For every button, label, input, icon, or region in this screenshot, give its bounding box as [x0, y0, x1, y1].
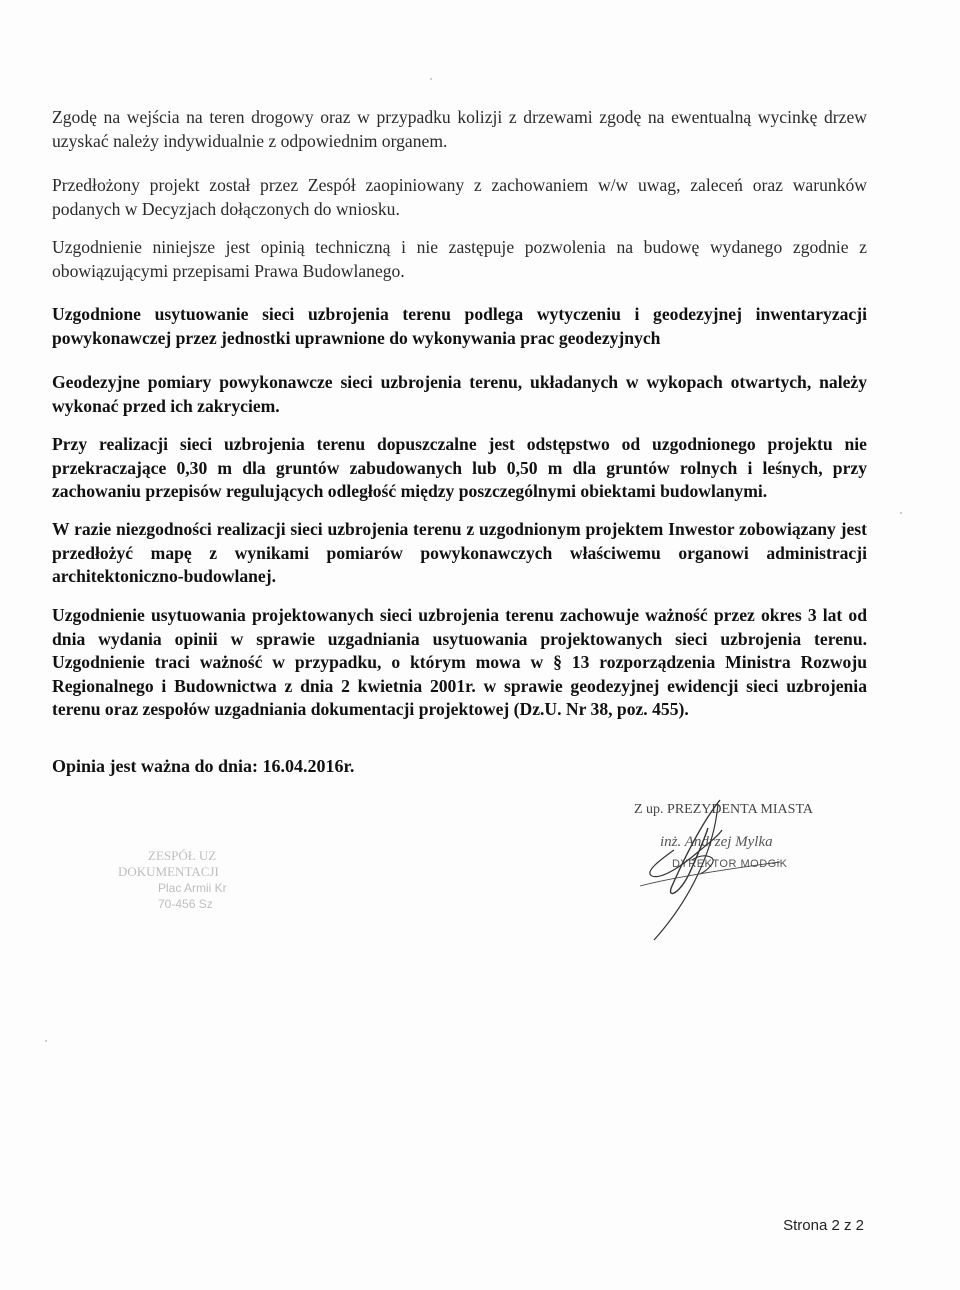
- paragraph-technical-opinion-note: Uzgodnienie niniejsze jest opinią techniczną i nie zastępuje pozwolenia na budowę wydanego zgodnie z obowiązującymi przepisami Prawa Budowlanego.: [52, 237, 867, 281]
- signature-authority-line: Z up. PREZYDENTA MIASTA: [634, 802, 813, 817]
- stamp-line-2: DOKUMENTACJI: [118, 864, 219, 879]
- stamp-line-1: ZESPÓŁ UZ: [148, 848, 217, 863]
- scan-speck: [430, 78, 432, 80]
- handwritten-signature-icon: [600, 790, 850, 970]
- paragraph-allowed-deviation: Przy realizacji sieci uzbrojenia terenu dopuszczalne jest odstępstwo od uzgodnionego projektu nie przekraczające 0,30 m dla gruntów zabudowanych lub 0,50 m dla gruntów rolnych i leśnych, przy zachowaniu przepisów regulujących odległość między poszczególnymi obiektami budowlanymi.: [52, 434, 867, 501]
- stamp-line-4: 70-456 Sz: [158, 897, 213, 911]
- page-number: Strona 2 z 2: [783, 1217, 864, 1234]
- signature-name: inż. Andrzej Mylka: [660, 834, 773, 850]
- paragraph-project-opinion: Przedłożony projekt został przez Zespół zaopiniowany z zachowaniem w/w uwag, zaleceń oraz warunków podanych w Decyzjach dołączonych do wniosku.: [52, 175, 867, 219]
- stamp-line-3: Plac Armii Kr: [158, 881, 227, 895]
- scan-speck: [900, 512, 902, 514]
- office-stamp: [118, 848, 328, 912]
- signature-stamp: [600, 790, 850, 970]
- paragraph-as-built-survey: Geodezyjne pomiary powykonawcze sieci uzbrojenia terenu, układanych w wykopach otwartych, należy wykonać przed ich zakryciem.: [52, 372, 867, 416]
- scan-speck: [45, 1040, 47, 1042]
- paragraph-inconsistency-obligation: W razie niezgodności realizacji sieci uzbrojenia terenu z uzgodnionym projektem Inwestor zobowiązany jest przedłożyć mapę z wynikami pomiarów powykonawczych właściwemu organowi administracji architektoniczno-budowlanej.: [52, 519, 867, 586]
- paragraph-valid-until: Opinia jest ważna do dnia: 16.04.2016r.: [52, 756, 355, 776]
- paragraph-validity-period: Uzgodnienie usytuowania projektowanych sieci uzbrojenia terenu zachowuje ważność przez okres 3 lat od dnia wydania opinii w sprawie uzgadniania usytuowania projektowanych sieci uzbrojenia terenu. Uzgodnienie traci ważność w przypadku, o którym mowa w § 13 rozporządzenia Ministra Rozwoju Regionalnego i Budownictwa z dnia 2 kwietnia 2001r. w sprawie geodezyjnej ewidencji sieci uzbrojenia terenu oraz zespołów uzgadniania dokumentacji projektowej (Dz.U. Nr 38, poz. 455).: [52, 605, 867, 719]
- signature-role: DYREKTOR MODGiK: [672, 858, 788, 870]
- paragraph-setting-out-requirement: Uzgodnione usytuowanie sieci uzbrojenia terenu podlega wytyczeniu i geodezyjnej inwentaryzacji powykonawczej przez jednostki uprawnione do wykonywania prac geodezyjnych: [52, 304, 867, 348]
- paragraph-road-access-consent: Zgodę na wejścia na teren drogowy oraz w przypadku kolizji z drzewami zgodę na ewentualną wycinkę drzew uzyskać należy indywidualnie z odpowiednim organem.: [52, 107, 867, 151]
